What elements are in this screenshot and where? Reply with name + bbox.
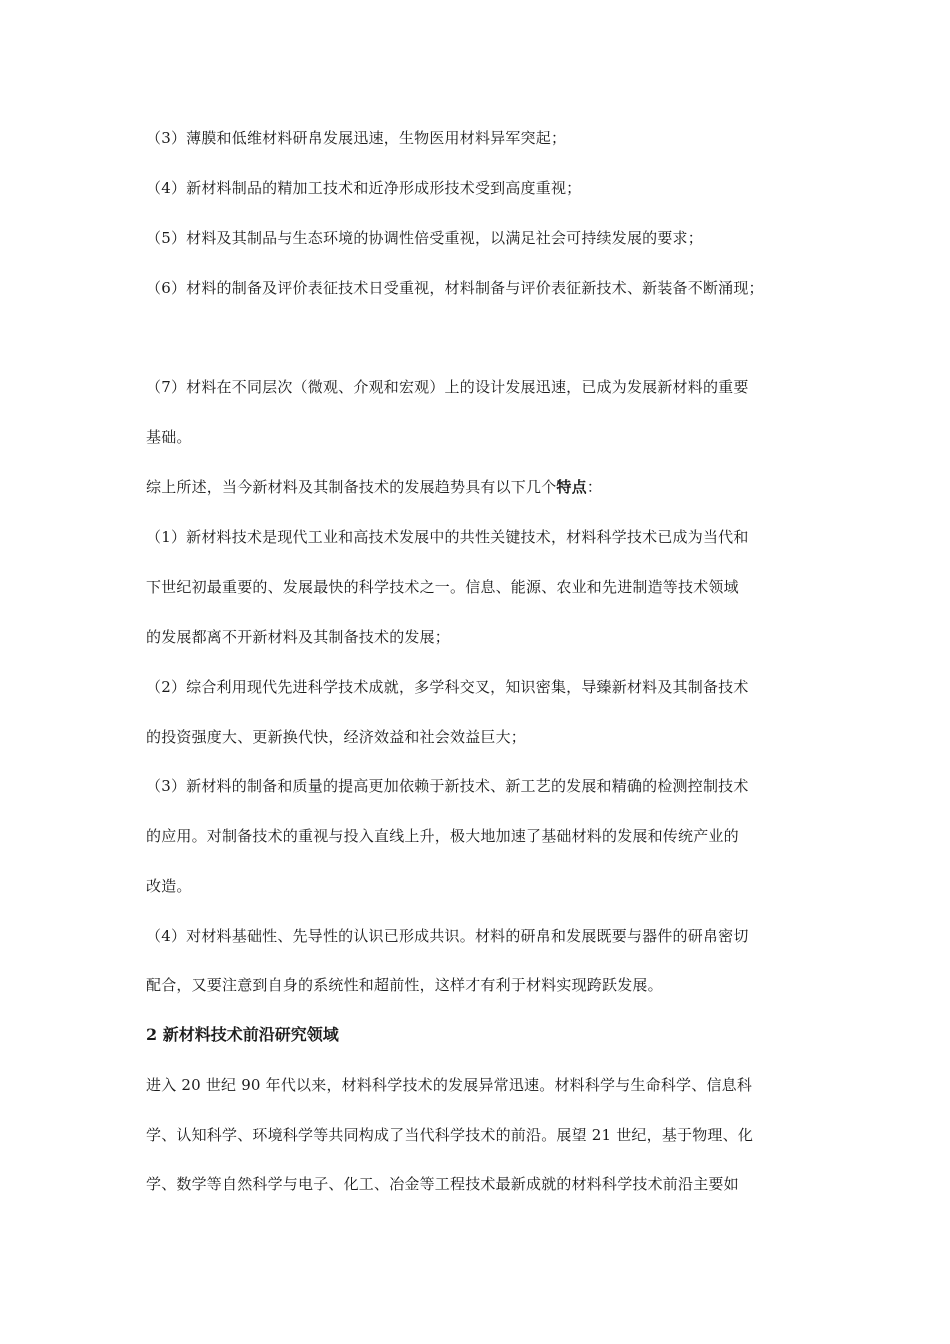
paragraph-line: 的应用。对制备技术的重视与投入直线上升，极大地加速了基础材料的发展和传统产业的: [146, 827, 739, 845]
summary-line: [146, 477, 602, 497]
summary-bold-text: 特点: [556, 478, 587, 496]
summary-text: 综上所述，当今新材料及其制备技术的发展趋势具有以下几个: [146, 478, 557, 496]
paragraph-line: （6）材料的制备及评价表征技术日受重视，材料制备与评价表征新技术、新装备不断涌现；: [146, 279, 764, 297]
paragraph-line: 改造。: [146, 877, 192, 895]
paragraph-line: 配合，又要注意到自身的系统性和超前性，这样才有利于材料实现跨跃发展。: [146, 976, 663, 994]
paragraph-line: （3）新材料的制备和质量的提高更加依赖于新技术、新工艺的发展和精确的检测控制技术: [146, 777, 749, 795]
paragraph-line: 的投资强度大、更新换代快，经济效益和社会效益巨大；: [146, 728, 527, 746]
paragraph-line: 基础。: [146, 428, 192, 446]
section-heading: 2 新材料技术前沿研究领域: [146, 1025, 339, 1044]
paragraph-line: （1）新材料技术是现代工业和高技术发展中的共性关键技术，材料科学技术已成为当代和: [146, 528, 749, 546]
paragraph-line: 进入 20 世纪 90 年代以来，材料科学技术的发展异常迅速。材料科学与生命科学、信息科: [146, 1076, 753, 1094]
paragraph-line: （4）新材料制品的精加工技术和近净形成形技术受到高度重视；: [146, 179, 582, 197]
paragraph-line: 下世纪初最重要的、发展最快的科学技术之一。信息、能源、农业和先进制造等技术领域: [146, 578, 739, 596]
summary-colon: ：: [586, 478, 603, 496]
paragraph-line: 学、数学等自然科学与电子、化工、冶金等工程技术最新成就的材料科学技术前沿主要如: [146, 1175, 739, 1193]
paragraph-line: （2）综合利用现代先进科学技术成就，多学科交叉，知识密集，导臻新材料及其制备技术: [146, 678, 749, 696]
paragraph-line: （7）材料在不同层次（微观、介观和宏观）上的设计发展迅速，已成为发展新材料的重要: [146, 378, 749, 396]
paragraph-line: （3）薄膜和低维材料研帛发展迅速，生物医用材料异军突起；: [146, 129, 567, 147]
paragraph-line: （5）材料及其制品与生态环境的协调性倍受重视，以满足社会可持续发展的要求；: [146, 229, 703, 247]
paragraph-line: 学、认知科学、环境科学等共同构成了当代科学技术的前沿。展望 21 世纪，基于物理、化: [146, 1126, 754, 1144]
paragraph-line: 的发展都离不开新材料及其制备技术的发展；: [146, 628, 451, 646]
paragraph-line: （4）对材料基础性、先导性的认识已形成共识。材料的研帛和发展既要与器件的研帛密切: [146, 927, 749, 945]
